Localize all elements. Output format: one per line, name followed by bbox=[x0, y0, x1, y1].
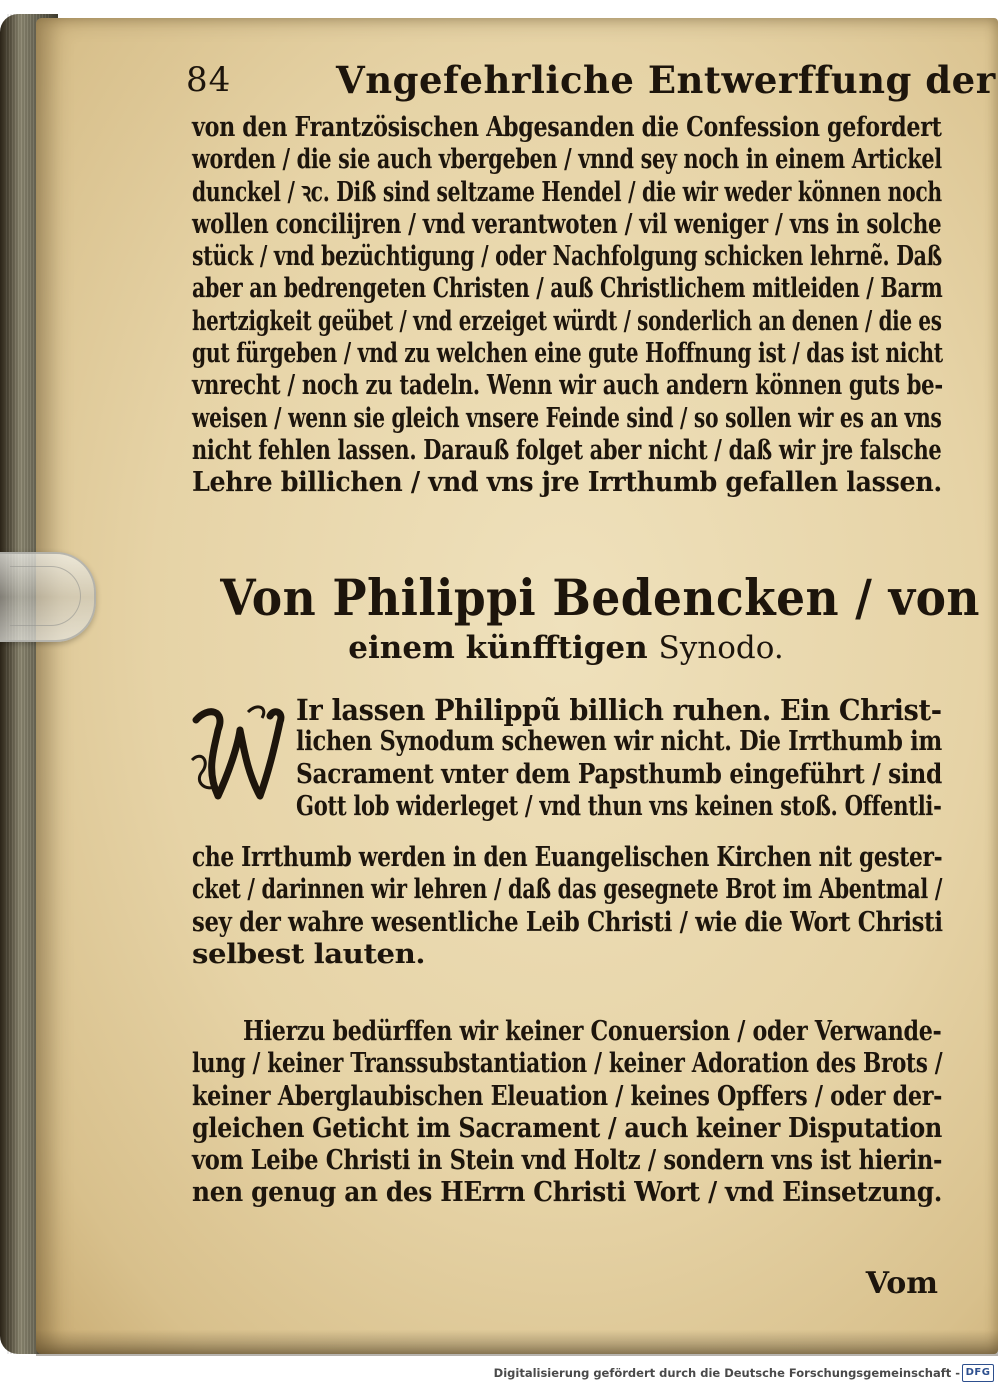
page-header bbox=[186, 58, 996, 104]
section-heading-line-2 bbox=[186, 628, 946, 668]
text-line: gleichen Geticht im Sacrament / auch keiner Disputation bbox=[192, 1112, 942, 1144]
text-line: stück / vnd bezüchtigung / oder Nachfolgung schicken lehrnẽ. Daß bbox=[192, 241, 942, 273]
text-line: lung / keiner Transsubstantiation / keiner Adoration des Brots / bbox=[192, 1048, 943, 1080]
section-heading bbox=[186, 568, 980, 668]
page-bottom-shadow bbox=[36, 1330, 998, 1356]
text-line: Gott lob widerleget / vnd thun vns keinen stoß. Offentli- bbox=[296, 790, 942, 822]
page-number: 84 bbox=[186, 60, 232, 100]
section-heading-line-1: Von Philippi Bedencken / von bbox=[220, 568, 980, 627]
page-clip bbox=[0, 552, 96, 642]
text-line: nen genug an des HErrn Christi Wort / vnd Einsetzung. bbox=[192, 1177, 942, 1209]
text-line: vnrecht / noch zu tadeln. Wenn wir auch andern können guts be- bbox=[192, 370, 943, 402]
text-line: selbest lauten. bbox=[192, 938, 426, 970]
paragraph-2-opening bbox=[296, 694, 942, 823]
text-line: Lehre billichen / vnd vns jre Irrthumb gefallen lassen. bbox=[192, 467, 942, 499]
paragraph-3 bbox=[192, 1016, 942, 1210]
text-line: nicht fehlen lassen. Darauß folget aber nicht / daß wir jre falsche bbox=[192, 434, 942, 466]
text-line: gut fürgeben / vnd zu welchen eine gute Hoffnung ist / das ist nicht bbox=[192, 338, 943, 370]
text-line: von den Frantzösischen Abgesanden die Confession gefordert bbox=[192, 112, 942, 143]
funding-credit: Digitalisierung gefördert durch die Deutsche Forschungsgemeinschaft - bbox=[493, 1366, 960, 1380]
running-title: Vngefehrliche Entwerffung der bbox=[336, 58, 996, 102]
paragraph-2 bbox=[192, 842, 942, 971]
section-heading-prefix: einem künfftigen bbox=[348, 630, 648, 666]
text-line: lichen Synodum schewen wir nicht. Die Irrthumb im bbox=[296, 726, 942, 758]
text-line: che Irrthumb werden in den Euangelischen Kirchen nit gester- bbox=[192, 842, 943, 873]
section-heading-latin: Synodo. bbox=[658, 630, 784, 666]
text-line: dunckel / ꝛc. Diß sind seltzame Hendel / die wir weder können noch bbox=[192, 176, 942, 208]
text-line: keiner Aberglaubischen Eleuation / keines Opffers / oder der- bbox=[192, 1080, 943, 1112]
text-line: aber an bedrengeten Christen / auß Christlichem mitleiden / Barm bbox=[192, 273, 943, 305]
text-line: sey der wahre wesentliche Leib Christi / wie die Wort Christi bbox=[192, 906, 943, 938]
text-line: weisen / wenn sie gleich vnsere Feinde sind / so sollen wir es an vns bbox=[192, 402, 942, 434]
dfg-logo-icon[interactable]: DFG bbox=[962, 1364, 994, 1382]
text-line: vom Leibe Christi in Stein vnd Holtz / sondern vns ist hierin- bbox=[192, 1145, 943, 1177]
text-line: Sacrament vnter dem Papsthumb eingeführt / sind bbox=[296, 758, 942, 790]
text-line: worden / die sie auch vbergeben / vnnd sey noch in einem Artickel bbox=[192, 144, 942, 176]
text-line: Ir lassen Philippũ billich ruhen. Ein Christ- bbox=[296, 693, 942, 727]
initial-ornament-icon bbox=[188, 700, 288, 808]
text-line: cket / darinnen wir lehren / daß das gesegnete Brot im Abentmal / bbox=[192, 874, 943, 906]
paragraph-1 bbox=[192, 112, 942, 500]
catchword: Vom bbox=[865, 1266, 938, 1301]
text-line: wollen concilijren / vnd verantwoten / vil weniger / vns in solche bbox=[192, 208, 942, 240]
text-line: Hierzu bedürffen wir keiner Conuersion / oder Verwande- bbox=[243, 1016, 942, 1047]
text-line: hertzigkeit geübet / vnd erzeiget würdt / sonderlich an denen / die es bbox=[192, 305, 942, 337]
